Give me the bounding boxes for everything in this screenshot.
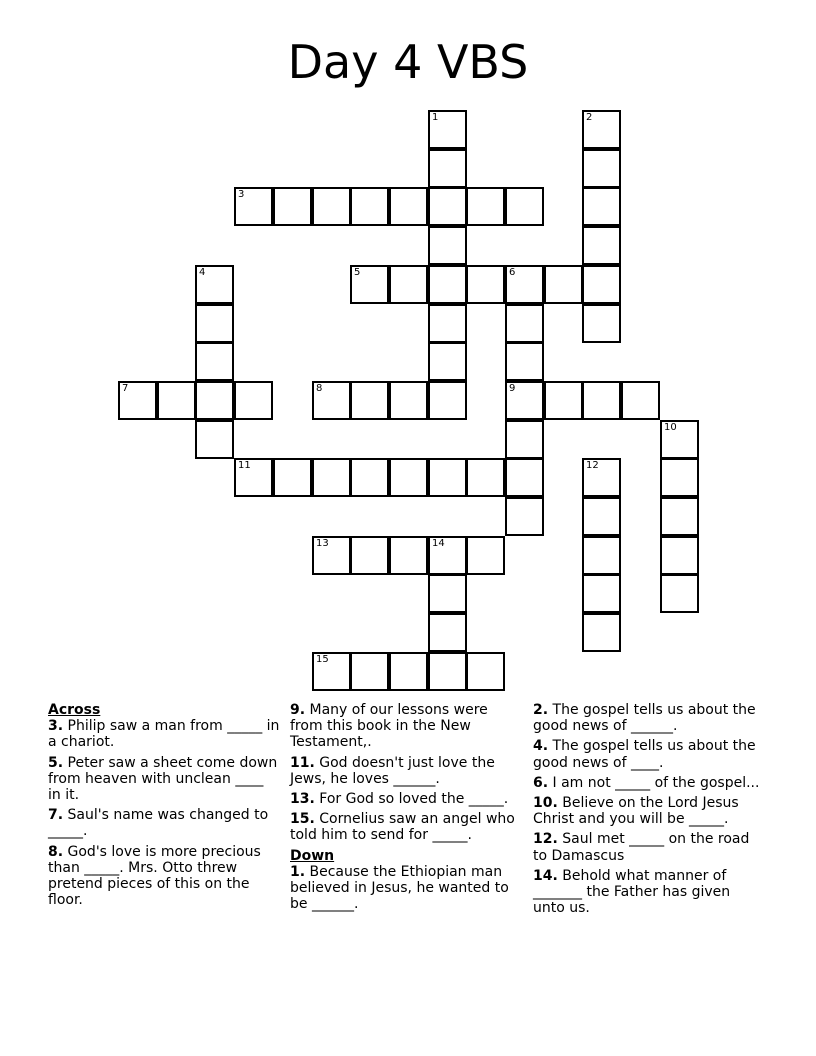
grid-cell[interactable] <box>466 652 505 691</box>
grid-cell[interactable] <box>582 381 621 420</box>
grid-cell[interactable] <box>505 497 544 536</box>
clue-across-15: 15. Cornelius saw an angel who told him to send for _____. <box>290 811 515 844</box>
grid-cell[interactable] <box>234 187 273 226</box>
clue-down-6: 6. I am not _____ of the gospel... <box>533 774 760 791</box>
clue-number: 5 <box>354 267 361 278</box>
clue-down-14: 14. Behold what manner of _______ the Father has given unto us. <box>533 867 731 917</box>
grid-cell[interactable] <box>428 187 467 226</box>
grid-cell[interactable] <box>582 574 621 613</box>
grid-cell[interactable] <box>582 110 621 149</box>
grid-cell[interactable] <box>660 458 699 497</box>
grid-cell[interactable] <box>505 420 544 459</box>
clues-column-2 <box>290 702 522 916</box>
grid-cell[interactable] <box>582 265 621 304</box>
grid-cell[interactable] <box>466 265 505 304</box>
grid-cell[interactable] <box>582 149 621 188</box>
clues-column-3 <box>533 702 765 920</box>
clue-down-1: 1. Because the Ethiopian man believed in Jesus, he wanted to be ______. <box>290 863 509 913</box>
grid-cell[interactable] <box>660 420 699 459</box>
clue-number: 3 <box>238 189 245 200</box>
grid-cell[interactable] <box>389 536 428 575</box>
grid-cell[interactable] <box>660 497 699 536</box>
grid-cell[interactable] <box>389 652 428 691</box>
grid-cell[interactable] <box>312 536 351 575</box>
clue-across-7: 7. Saul's name was changed to _____. <box>48 807 269 840</box>
clue-number: 10 <box>664 422 677 433</box>
grid-cell[interactable] <box>389 381 428 420</box>
clue-number: 9 <box>509 383 516 394</box>
grid-cell[interactable] <box>428 110 467 149</box>
grid-cell[interactable] <box>582 613 621 652</box>
grid-cell[interactable] <box>195 420 234 459</box>
grid-cell[interactable] <box>582 187 621 226</box>
clue-number: 14 <box>432 538 445 549</box>
grid-cell[interactable] <box>582 458 621 497</box>
grid-cell[interactable] <box>350 187 389 226</box>
grid-cell[interactable] <box>428 458 467 497</box>
grid-cell[interactable] <box>505 187 544 226</box>
grid-cell[interactable] <box>195 342 234 381</box>
clue-number: 4 <box>199 267 206 278</box>
clue-number: 11 <box>238 460 251 471</box>
grid-cell[interactable] <box>195 265 234 304</box>
grid-cell[interactable] <box>312 187 351 226</box>
clue-down-12: 12. Saul met _____ on the road to Damascus <box>533 831 750 864</box>
puzzle-title: Day 4 VBS <box>287 35 529 89</box>
clue-number: 13 <box>316 538 329 549</box>
grid-cell[interactable] <box>505 265 544 304</box>
grid-cell[interactable] <box>660 574 699 613</box>
grid-cell[interactable] <box>428 265 467 304</box>
clue-number: 1 <box>432 112 439 123</box>
grid-cell[interactable] <box>582 304 621 343</box>
grid-cell[interactable] <box>582 497 621 536</box>
grid-cell[interactable] <box>389 265 428 304</box>
grid-cell[interactable] <box>273 458 312 497</box>
grid-cell[interactable] <box>505 381 544 420</box>
grid-cell[interactable] <box>157 381 196 420</box>
clue-number: 7 <box>122 383 129 394</box>
grid-cell[interactable] <box>428 381 467 420</box>
clue-across-13: 13. For God so loved the _____. <box>290 791 509 808</box>
clues-column-1 <box>48 702 280 912</box>
grid-cell[interactable] <box>428 536 467 575</box>
clue-number: 6 <box>509 267 516 278</box>
grid-cell[interactable] <box>505 304 544 343</box>
grid-cell[interactable] <box>312 652 351 691</box>
grid-cell[interactable] <box>389 187 428 226</box>
clue-number: 2 <box>586 112 593 123</box>
clue-number: 15 <box>316 654 329 665</box>
clue-across-9: 9. Many of our lessons were from this book in the New Testament,. <box>290 702 488 751</box>
grid-cell[interactable] <box>428 226 467 265</box>
down-heading: Down <box>290 847 335 864</box>
grid-cell[interactable] <box>350 458 389 497</box>
grid-cell[interactable] <box>428 652 467 691</box>
grid-cell[interactable] <box>389 458 428 497</box>
grid-cell[interactable] <box>428 149 467 188</box>
grid-cell[interactable] <box>582 226 621 265</box>
clue-down-2: 2. The gospel tells us about the good news of ______. <box>533 702 756 735</box>
clue-across-3: 3. Philip saw a man from _____ in a chariot. <box>48 718 280 751</box>
across-heading: Across <box>48 702 101 718</box>
grid-cell[interactable] <box>660 536 699 575</box>
grid-cell[interactable] <box>428 304 467 343</box>
grid-cell[interactable] <box>234 381 273 420</box>
grid-cell[interactable] <box>466 458 505 497</box>
grid-cell[interactable] <box>466 187 505 226</box>
grid-cell[interactable] <box>621 381 660 420</box>
clue-across-8: 8. God's love is more precious than _____. Mrs. Otto threw pretend pieces of this on the floor. <box>48 843 261 909</box>
clue-number: 12 <box>586 460 599 471</box>
grid-cell[interactable] <box>544 265 583 304</box>
grid-cell[interactable] <box>350 381 389 420</box>
grid-cell[interactable] <box>234 458 273 497</box>
grid-cell[interactable] <box>544 381 583 420</box>
grid-cell[interactable] <box>273 187 312 226</box>
grid-cell[interactable] <box>350 265 389 304</box>
grid-cell[interactable] <box>195 381 234 420</box>
clue-down-4: 4. The gospel tells us about the good news of ____. <box>533 738 756 771</box>
grid-cell[interactable] <box>312 381 351 420</box>
grid-cell[interactable] <box>195 304 234 343</box>
grid-cell[interactable] <box>505 342 544 381</box>
grid-cell[interactable] <box>350 536 389 575</box>
grid-cell[interactable] <box>118 381 157 420</box>
grid-cell[interactable] <box>428 574 467 613</box>
clue-across-5: 5. Peter saw a sheet come down from heaven with unclean ____ in it. <box>48 754 278 804</box>
grid-cell[interactable] <box>312 458 351 497</box>
grid-cell[interactable] <box>428 342 467 381</box>
clue-across-11: 11. God doesn't just love the Jews, he loves ______. <box>290 754 495 787</box>
grid-cell[interactable] <box>505 458 544 497</box>
grid-cell[interactable] <box>582 536 621 575</box>
clue-number: 8 <box>316 383 323 394</box>
grid-cell[interactable] <box>350 652 389 691</box>
grid-cell[interactable] <box>428 613 467 652</box>
grid-cell[interactable] <box>466 536 505 575</box>
clue-down-10: 10. Believe on the Lord Jesus Christ and you will be _____. <box>533 795 739 828</box>
